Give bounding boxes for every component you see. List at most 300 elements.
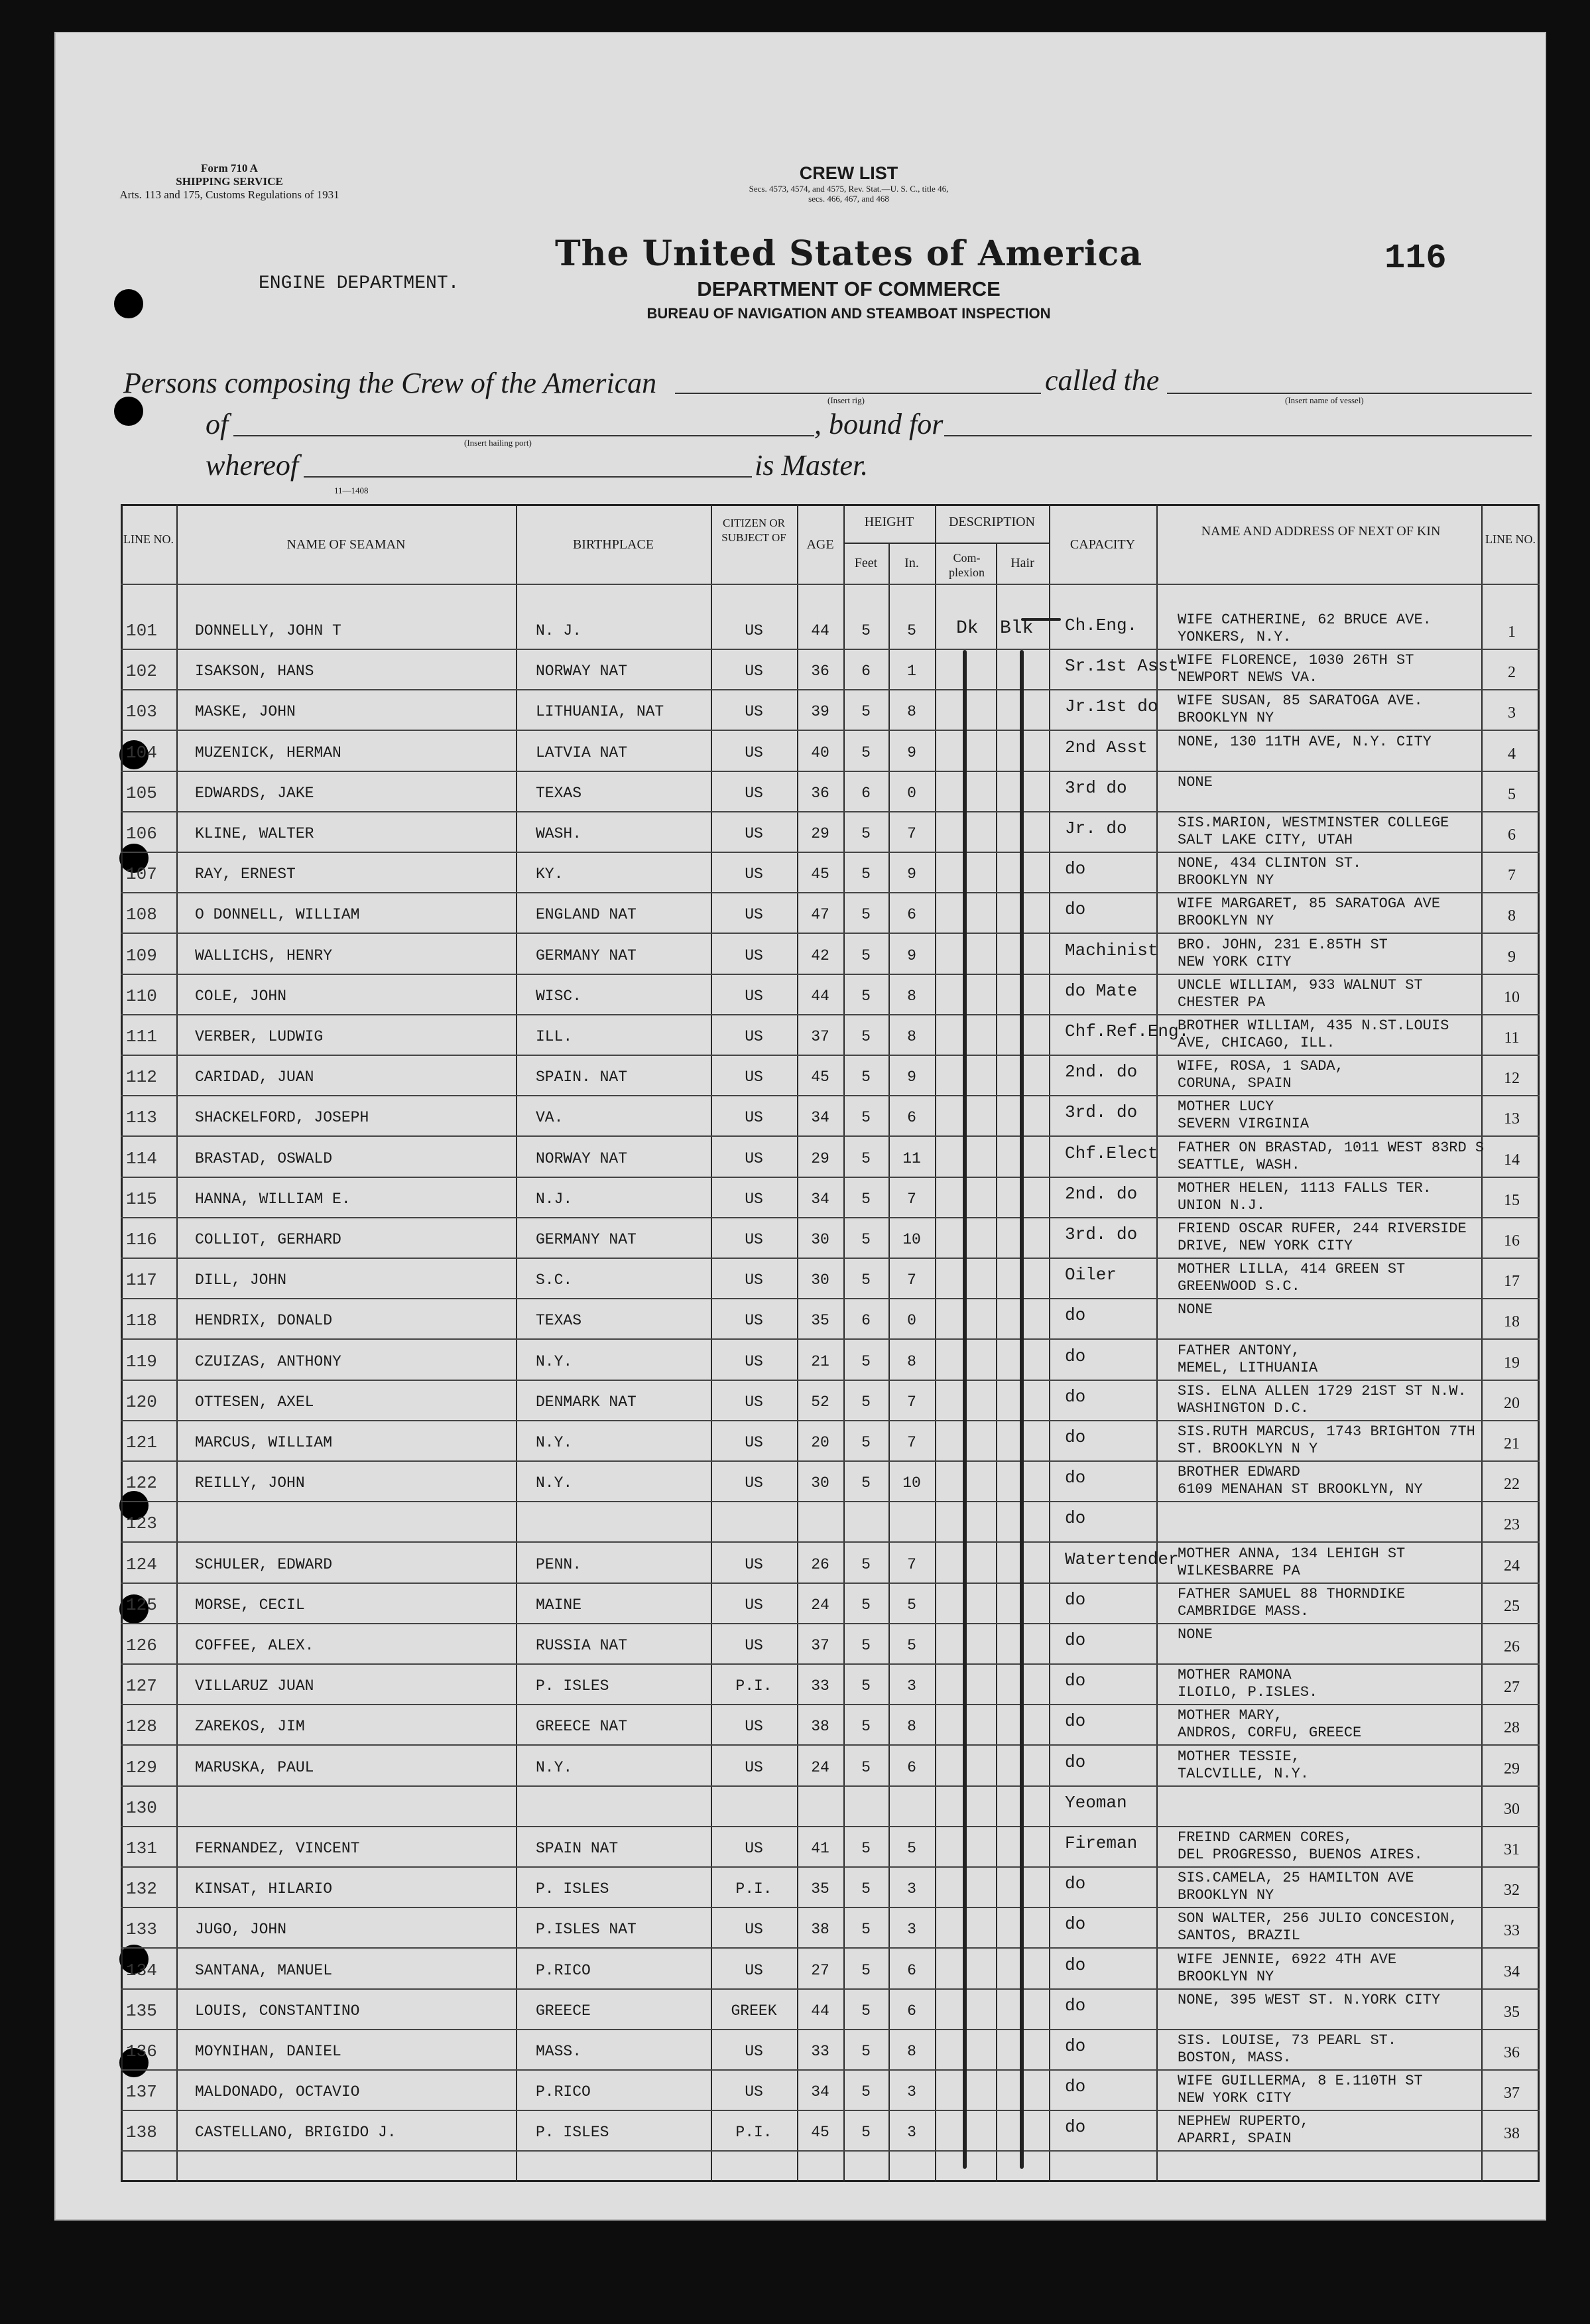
form-code-number: 11—1408: [334, 485, 369, 495]
row-line-index: 27: [1504, 1679, 1520, 1697]
row-line-index: 16: [1504, 1232, 1520, 1250]
next-of-kin-line2: 6109 MENAHAN ST BROOKLYN, NY: [1178, 1481, 1423, 1498]
height-feet: 5: [861, 2043, 871, 2060]
seaman-name: BRASTAD, OSWALD: [195, 1149, 333, 1167]
table-row: [121, 610, 1540, 650]
row-rule: [121, 649, 1540, 650]
row-line-index: 18: [1504, 1313, 1520, 1331]
capacity: do: [1065, 1995, 1086, 2016]
height-inches: 6: [907, 906, 916, 924]
next-of-kin-line1: SON WALTER, 256 JULIO CONCESION,: [1178, 1910, 1458, 1927]
table-row: [121, 1544, 1540, 1584]
age: 30: [811, 1231, 829, 1248]
row-line-index: 36: [1504, 2044, 1520, 2061]
age: 26: [811, 1555, 829, 1573]
form-service: SHIPPING SERVICE: [176, 175, 283, 188]
vessel-name-field[interactable]: [1167, 366, 1532, 394]
birthplace: N.J.: [536, 1190, 573, 1208]
capacity: Jr. do: [1065, 818, 1127, 838]
citizenship: US: [745, 1718, 763, 1736]
row-rule: [121, 1785, 1540, 1787]
next-of-kin-line1: MOTHER RAMONA: [1178, 1667, 1292, 1684]
row-line-index: 26: [1504, 1638, 1520, 1655]
next-of-kin-line1: MOTHER HELEN, 1113 FALLS TER.: [1178, 1179, 1432, 1196]
capacity: do: [1065, 859, 1086, 879]
row-line-number: 119: [126, 1351, 157, 1372]
master-name-field[interactable]: [304, 450, 752, 478]
next-of-kin-line1: NONE: [1178, 773, 1213, 791]
seaman-name: CZUIZAS, ANTHONY: [195, 1352, 341, 1370]
height-feet: 5: [861, 1393, 871, 1411]
next-of-kin-line1: FRIEND OSCAR RUFER, 244 RIVERSIDE: [1178, 1220, 1467, 1237]
height-inches: 8: [907, 1352, 916, 1370]
birthplace: SPAIN. NAT: [536, 1068, 628, 1086]
capacity: do: [1065, 1508, 1086, 1529]
height-inches: 3: [907, 2083, 916, 2101]
seaman-name: HENDRIX, DONALD: [195, 1312, 333, 1330]
bureau-title: BUREAU OF NAVIGATION AND STEAMBOAT INSPECTION: [646, 305, 1051, 322]
birthplace: LITHUANIA, NAT: [536, 703, 664, 721]
next-of-kin-line2: BROOKLYN NY: [1178, 710, 1274, 727]
row-line-number: 115: [126, 1189, 157, 1209]
height-feet: 5: [861, 2124, 871, 2142]
birthplace: N.Y.: [536, 1434, 573, 1451]
hailing-port-field[interactable]: [233, 409, 814, 436]
citizenship: US: [745, 1352, 763, 1370]
row-rule: [121, 852, 1540, 853]
capacity: do: [1065, 2117, 1086, 2138]
seaman-name: MUZENICK, HERMAN: [195, 743, 341, 761]
row-rule: [121, 1420, 1540, 1421]
destination-field[interactable]: [944, 409, 1532, 436]
capacity: do: [1065, 1955, 1086, 1975]
height-inches: 3: [907, 1880, 916, 1898]
table-row: [121, 691, 1540, 731]
capacity: do: [1065, 2036, 1086, 2056]
height-feet: 5: [861, 1109, 871, 1127]
row-line-index: 4: [1508, 745, 1516, 763]
capacity: Machinist: [1065, 940, 1158, 960]
capacity: do: [1065, 1752, 1086, 1772]
next-of-kin-line1: NONE, 395 WEST ST. N.YORK CITY: [1178, 1991, 1441, 2008]
next-of-kin-line2: MEMEL, LITHUANIA: [1178, 1359, 1318, 1376]
citizenship: P.I.: [735, 1880, 772, 1898]
row-line-number: 114: [126, 1148, 157, 1169]
punch-hole: [114, 289, 143, 318]
capacity: Yeoman: [1065, 1792, 1127, 1813]
col-next-of-kin: NAME AND ADDRESS OF NEXT OF KIN: [1201, 524, 1441, 539]
seaman-name: OTTESEN, AXEL: [195, 1393, 314, 1411]
col-age: AGE: [806, 537, 834, 552]
capacity: do: [1065, 899, 1086, 920]
next-of-kin-line2: DRIVE, NEW YORK CITY: [1178, 1238, 1353, 1254]
height-inches: 7: [907, 1271, 916, 1289]
form-code-block: [97, 162, 362, 202]
height-feet: 5: [861, 1921, 871, 1939]
next-of-kin-line2: TALCVILLE, N.Y.: [1178, 1765, 1310, 1782]
seaman-name: MASKE, JOHN: [195, 703, 296, 721]
row-line-number: 105: [126, 783, 157, 803]
height-feet: 5: [861, 1840, 871, 1857]
height-inches: 10: [902, 1474, 921, 1492]
table-row: [121, 1706, 1540, 1746]
height-feet: 5: [861, 825, 871, 842]
country-title: The United States of America: [554, 233, 1143, 274]
table-row: [121, 1625, 1540, 1665]
table-row: [121, 1097, 1540, 1137]
capacity: do: [1065, 1711, 1086, 1732]
citizenship: US: [745, 866, 763, 883]
capacity: Jr.1st do: [1065, 696, 1158, 717]
birthplace: PENN.: [536, 1555, 582, 1573]
rig-field[interactable]: [675, 366, 1041, 394]
capacity: do: [1065, 1914, 1086, 1935]
row-line-index: 2: [1508, 664, 1516, 682]
height-inches: 6: [907, 2002, 916, 2020]
insert-vessel-hint: (Insert name of vessel): [1285, 395, 1364, 405]
height-inches: 0: [907, 1312, 916, 1330]
row-rule: [121, 1217, 1540, 1218]
insert-rig-hint: (Insert rig): [827, 395, 865, 405]
next-of-kin-line2: ANDROS, CORFU, GREECE: [1178, 1724, 1362, 1742]
col-hair: Hair: [1010, 556, 1034, 570]
height-inches: 9: [907, 946, 916, 964]
table-row: [121, 2031, 1540, 2071]
next-of-kin-line1: NONE, 434 CLINTON ST.: [1178, 855, 1362, 872]
height-feet: 5: [861, 622, 871, 639]
height-feet: 5: [861, 1758, 871, 1776]
next-of-kin-line2: CORUNA, SPAIN: [1178, 1075, 1292, 1092]
height-inches: 8: [907, 1028, 916, 1045]
height-inches: 5: [907, 622, 916, 639]
capacity: do: [1065, 1468, 1086, 1488]
row-line-index: 7: [1508, 867, 1516, 885]
height-inches: 7: [907, 1190, 916, 1208]
row-rule: [121, 2069, 1540, 2071]
seaman-name: COLE, JOHN: [195, 987, 287, 1005]
next-of-kin-line1: SIS.RUTH MARCUS, 1743 BRIGHTON 7TH: [1178, 1423, 1475, 1440]
capacity: 3rd. do: [1065, 1224, 1138, 1244]
row-rule: [121, 1907, 1540, 1908]
table-row: [121, 1259, 1540, 1299]
height-feet: 5: [861, 1271, 871, 1289]
row-rule: [121, 1460, 1540, 1462]
age: 38: [811, 1921, 829, 1939]
height-inches: 9: [907, 743, 916, 761]
table-row: [121, 1462, 1540, 1502]
next-of-kin-line2: ST. BROOKLYN N Y: [1178, 1441, 1318, 1457]
next-of-kin-line1: MOTHER ANNA, 134 LEHIGH ST: [1178, 1545, 1406, 1562]
row-line-index: 37: [1504, 2085, 1520, 2102]
col-citizen: CITIZEN OR SUBJECT OF: [721, 517, 786, 544]
col-birthplace: BIRTHPLACE: [572, 537, 654, 552]
row-line-number: 127: [126, 1676, 157, 1697]
height-inches: 11: [902, 1149, 921, 1167]
height-feet: 6: [861, 784, 871, 802]
next-of-kin-line2: CHESTER PA: [1178, 994, 1266, 1011]
statute-ref-2: secs. 466, 467, and 468: [808, 194, 889, 204]
height-feet: 5: [861, 1637, 871, 1654]
table-row: [121, 1828, 1540, 1868]
birthplace: VA.: [536, 1109, 564, 1127]
col-complexion: Com-plexion: [949, 551, 985, 579]
capacity: Chf.Elect: [1065, 1143, 1158, 1163]
birthplace: P. ISLES: [536, 2124, 609, 2142]
col-feet: Feet: [854, 556, 878, 570]
age: 44: [811, 622, 829, 639]
citizenship: US: [745, 1596, 763, 1614]
age: 42: [811, 946, 829, 964]
capacity: Sr.1st Asst: [1065, 656, 1179, 677]
age: 33: [811, 2043, 829, 2060]
row-rule: [121, 1582, 1540, 1584]
birthplace: LATVIA NAT: [536, 743, 628, 761]
table-row: [121, 1868, 1540, 1908]
row-rule: [121, 1055, 1540, 1056]
row-rule: [121, 1947, 1540, 1949]
row-line-index: 30: [1504, 1800, 1520, 1818]
age: 45: [811, 1068, 829, 1086]
birthplace: P.ISLES NAT: [536, 1921, 637, 1939]
row-rule: [121, 1744, 1540, 1746]
next-of-kin-line2: WILKESBARRE PA: [1178, 1562, 1300, 1579]
height-feet: 5: [861, 1474, 871, 1492]
next-of-kin-line1: SIS.CAMELA, 25 HAMILTON AVE: [1178, 1870, 1414, 1887]
capacity: do Mate: [1065, 980, 1138, 1001]
next-of-kin-line1: WIFE GUILLERMA, 8 E.110TH ST: [1178, 2073, 1423, 2090]
citizenship: US: [745, 906, 763, 924]
col-name: NAME OF SEAMAN: [286, 537, 406, 552]
table-row: [121, 813, 1540, 853]
citizenship: US: [745, 2083, 763, 2101]
seaman-name: VILLARUZ JUAN: [195, 1677, 314, 1695]
seaman-name: COFFEE, ALEX.: [195, 1637, 314, 1654]
row-line-index: 24: [1504, 1557, 1520, 1575]
capacity: do: [1065, 1346, 1086, 1366]
row-rule: [121, 1501, 1540, 1502]
age: 27: [811, 1961, 829, 1979]
citizenship: US: [745, 1028, 763, 1045]
next-of-kin-line1: SIS.MARION, WESTMINSTER COLLEGE: [1178, 814, 1449, 831]
capacity: do: [1065, 1427, 1086, 1447]
age: 21: [811, 1352, 829, 1370]
row-line-number: 132: [126, 1879, 157, 1900]
next-of-kin-line1: FATHER SAMUEL 88 THORNDIKE: [1178, 1585, 1406, 1602]
citizenship: US: [745, 987, 763, 1005]
col-height: HEIGHT: [864, 515, 914, 529]
next-of-kin-line1: MOTHER LUCY: [1178, 1098, 1274, 1116]
table-row: [121, 1179, 1540, 1218]
age: 34: [811, 1109, 829, 1127]
birthplace: N.Y.: [536, 1758, 573, 1776]
row-line-number: 110: [126, 986, 157, 1006]
next-of-kin-line2: WASHINGTON D.C.: [1178, 1399, 1310, 1417]
next-of-kin-line2: AVE, CHICAGO, ILL.: [1178, 1035, 1335, 1051]
row-rule: [121, 1177, 1540, 1178]
row-line-index: 3: [1508, 704, 1516, 722]
citizenship: US: [745, 1474, 763, 1492]
row-line-index: 19: [1504, 1354, 1520, 1372]
height-feet: 5: [861, 1961, 871, 1979]
seaman-name: CARIDAD, JUAN: [195, 1068, 314, 1086]
age: 45: [811, 2124, 829, 2142]
row-rule: [121, 1541, 1540, 1543]
height-feet: 5: [861, 1718, 871, 1736]
birthplace: ILL.: [536, 1028, 573, 1045]
next-of-kin-line1: SIS. ELNA ALLEN 1729 21ST ST N.W.: [1178, 1382, 1467, 1399]
row-rule: [121, 892, 1540, 893]
row-rule: [121, 1380, 1540, 1381]
row-rule: [121, 1014, 1540, 1015]
age: 52: [811, 1393, 829, 1411]
row-line-number: 137: [126, 2082, 157, 2102]
citizenship: US: [745, 1434, 763, 1451]
row-line-index: 25: [1504, 1597, 1520, 1615]
age: 37: [811, 1637, 829, 1654]
row-line-number: 118: [126, 1311, 157, 1331]
table-row: [121, 1016, 1540, 1056]
height-inches: 5: [907, 1637, 916, 1654]
seaman-name: MALDONADO, OCTAVIO: [195, 2083, 360, 2101]
table-row: [121, 1300, 1540, 1340]
table-row: [121, 1950, 1540, 1990]
next-of-kin-line2: CAMBRIDGE MASS.: [1178, 1602, 1310, 1620]
seaman-name: MOYNIHAN, DANIEL: [195, 2043, 341, 2060]
row-line-index: 33: [1504, 1922, 1520, 1940]
table-row: [121, 1422, 1540, 1462]
age: 37: [811, 1028, 829, 1045]
birthplace: N. J.: [536, 622, 582, 639]
age: 30: [811, 1271, 829, 1289]
row-line-number: 135: [126, 2000, 157, 2021]
birthplace: TEXAS: [536, 1312, 582, 1330]
table-row: [121, 1382, 1540, 1421]
citizenship: US: [745, 784, 763, 802]
next-of-kin-line2: ILOILO, P.ISLES.: [1178, 1684, 1318, 1701]
row-line-index: 12: [1504, 1070, 1520, 1088]
height-feet: 5: [861, 743, 871, 761]
capacity: 3rd do: [1065, 777, 1127, 798]
next-of-kin-line1: WIFE, ROSA, 1 SADA,: [1178, 1058, 1344, 1075]
age: 36: [811, 663, 829, 680]
citizenship: US: [745, 703, 763, 721]
table-row: [121, 976, 1540, 1015]
table-row: [121, 1503, 1540, 1543]
next-of-kin-line1: NONE, 130 11TH AVE, N.Y. CITY: [1178, 733, 1432, 750]
row-line-number: 107: [126, 864, 157, 885]
bound-for-label: , bound for: [814, 408, 944, 440]
seaman-name: HANNA, WILLIAM E.: [195, 1190, 351, 1208]
next-of-kin-line1: FATHER ANTONY,: [1178, 1342, 1300, 1359]
citizenship: GREEK: [731, 2002, 777, 2020]
next-of-kin-line1: MOTHER TESSIE,: [1178, 1748, 1300, 1765]
next-of-kin-line1: BROTHER WILLIAM, 435 N.ST.LOUIS: [1178, 1017, 1449, 1034]
row-line-number: 103: [126, 702, 157, 722]
col-description: DESCRIPTION: [948, 515, 1035, 529]
height-inches: 7: [907, 1393, 916, 1411]
row-line-number: 130: [126, 1797, 157, 1818]
row-rule: [121, 1866, 1540, 1868]
height-feet: 5: [861, 1555, 871, 1573]
next-of-kin-line1: FREIND CARMEN CORES,: [1178, 1829, 1353, 1846]
age: 40: [811, 743, 829, 761]
citizenship: US: [745, 622, 763, 639]
height-inches: 6: [907, 1961, 916, 1979]
table-row: [121, 1665, 1540, 1705]
table-row: [121, 894, 1540, 934]
seaman-name: MARUSKA, PAUL: [195, 1758, 314, 1776]
row-line-number: 129: [126, 1757, 157, 1777]
height-feet: 5: [861, 866, 871, 883]
citizenship: US: [745, 1637, 763, 1654]
punch-hole: [114, 397, 143, 426]
page-number: 116: [1384, 239, 1447, 278]
row-line-number: 104: [126, 742, 157, 763]
row-line-index: 32: [1504, 1882, 1520, 1900]
age: 30: [811, 1474, 829, 1492]
row-line-number: 113: [126, 1108, 157, 1128]
row-line-index: 22: [1504, 1476, 1520, 1494]
birthplace: GERMANY NAT: [536, 946, 637, 964]
row-line-number: 106: [126, 824, 157, 844]
department-label: ENGINE DEPARTMENT.: [259, 273, 459, 294]
height-feet: 5: [861, 946, 871, 964]
age: 29: [811, 825, 829, 842]
height-inches: 3: [907, 1677, 916, 1695]
birthplace: SPAIN NAT: [536, 1840, 619, 1857]
next-of-kin-line1: NONE: [1178, 1301, 1213, 1319]
birthplace: DENMARK NAT: [536, 1393, 637, 1411]
capacity: 3rd. do: [1065, 1102, 1138, 1123]
table-row: [121, 651, 1540, 690]
row-line-number: 128: [126, 1716, 157, 1737]
seaman-name: ZAREKOS, JIM: [195, 1718, 305, 1736]
age: 47: [811, 906, 829, 924]
seaman-name: O DONNELL, WILLIAM: [195, 906, 360, 924]
height-feet: 5: [861, 906, 871, 924]
height-feet: 5: [861, 2083, 871, 2101]
document-title: CREW LIST: [799, 163, 898, 183]
citizenship: US: [745, 1555, 763, 1573]
seaman-name: ISAKSON, HANS: [195, 663, 314, 680]
height-feet: 5: [861, 1880, 871, 1898]
seaman-name: DILL, JOHN: [195, 1271, 287, 1289]
birthplace: N.Y.: [536, 1352, 573, 1370]
height-inches: 3: [907, 1921, 916, 1939]
seaman-name: FERNANDEZ, VINCENT: [195, 1840, 360, 1857]
capacity: do: [1065, 1874, 1086, 1894]
hair-first: Blk: [1000, 618, 1034, 639]
table-row: [121, 1990, 1540, 2030]
birthplace: GREECE NAT: [536, 1718, 628, 1736]
capacity: do: [1065, 1589, 1086, 1610]
age: 20: [811, 1434, 829, 1451]
table-row: [121, 1787, 1540, 1827]
citizenship: US: [745, 825, 763, 842]
row-line-index: 13: [1504, 1110, 1520, 1128]
called-the-label: called the: [1045, 364, 1160, 397]
height-feet: 6: [861, 663, 871, 680]
preamble-line1: Persons composing the Crew of the American: [123, 367, 657, 399]
citizenship: P.I.: [735, 1677, 772, 1695]
row-line-number: 112: [126, 1067, 157, 1088]
birthplace: N.Y.: [536, 1474, 573, 1492]
row-line-index: 5: [1508, 785, 1516, 803]
height-feet: 5: [861, 1068, 871, 1086]
birthplace: P. ISLES: [536, 1880, 609, 1898]
seaman-name: DONNELLY, JOHN T: [195, 622, 341, 639]
age: 35: [811, 1312, 829, 1330]
